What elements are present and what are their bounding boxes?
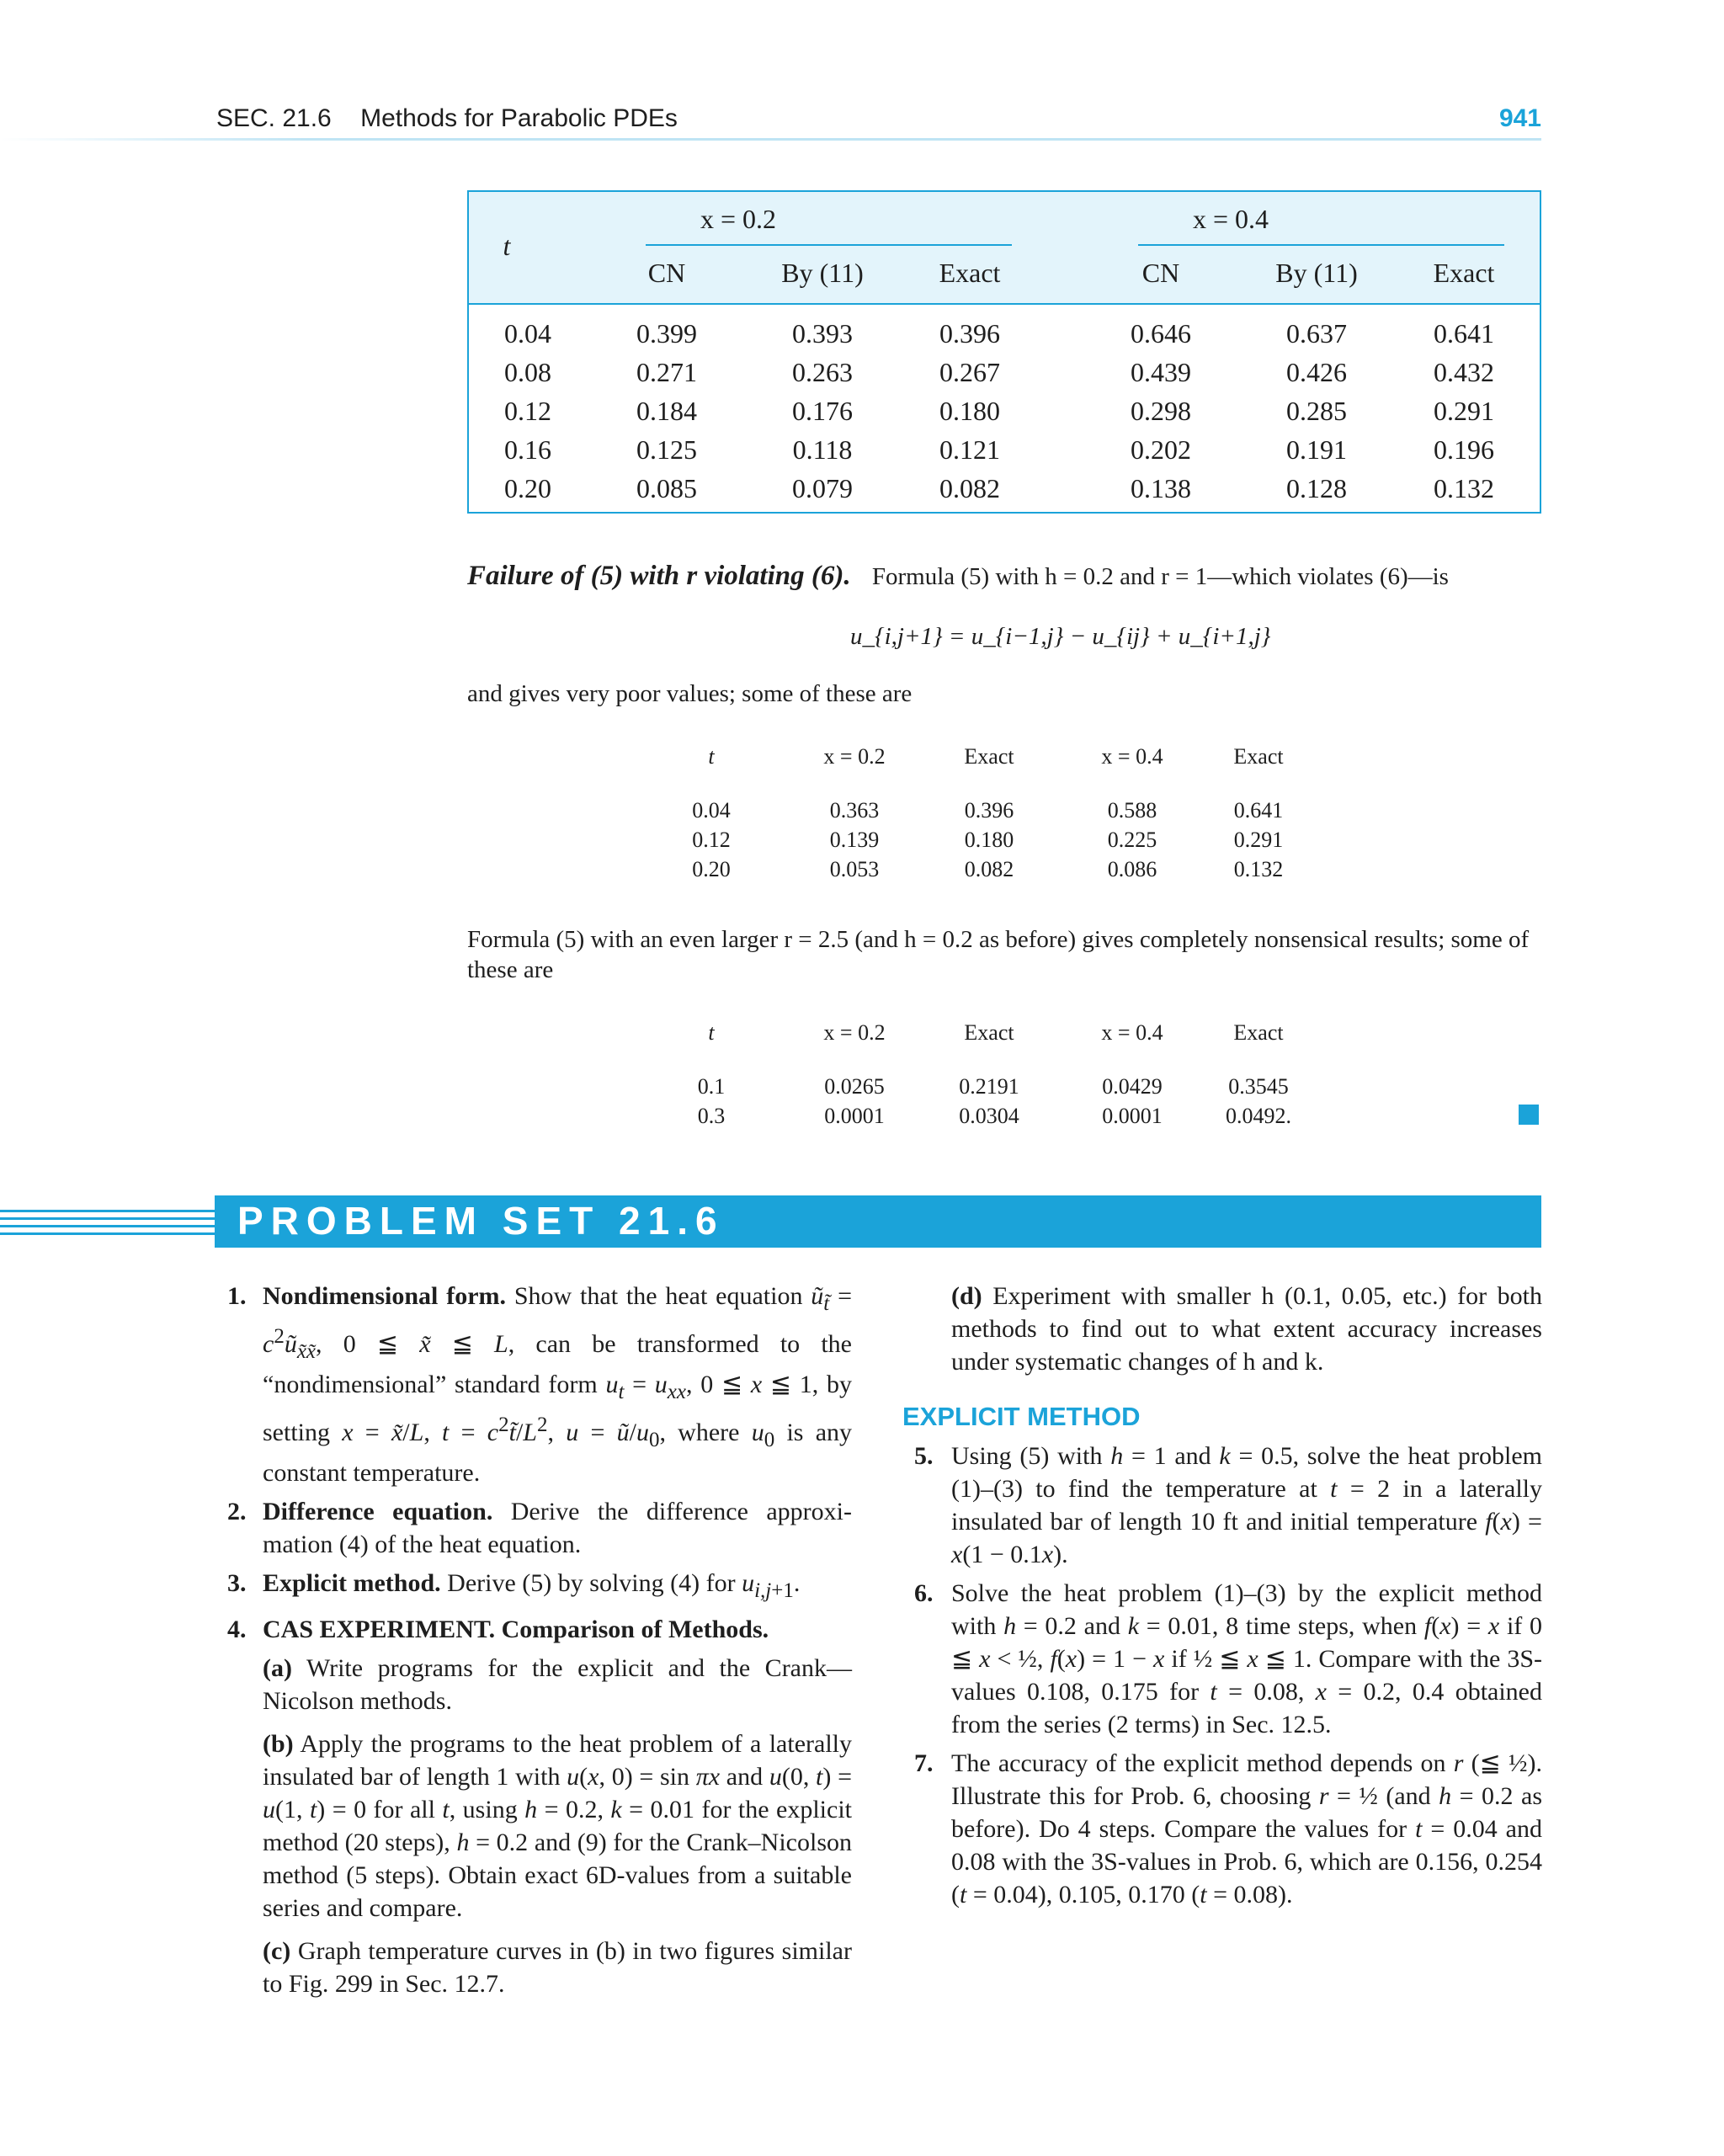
table-cell: 0.439 xyxy=(1131,357,1191,387)
table-cell: 0.085 xyxy=(636,473,697,503)
sub-header: By (11) xyxy=(1275,258,1358,288)
table-cell: 0.180 xyxy=(939,396,1000,426)
table-cell: 0.426 xyxy=(1286,357,1347,387)
small-table-cell: 0.053 xyxy=(829,857,880,881)
table-cell: 0.271 xyxy=(636,357,697,387)
failure-heading: Failure of (5) with r violating (6). xyxy=(467,561,851,591)
small-table-header: Exact xyxy=(964,744,1014,769)
problem-title: CAS EXPERIMENT. Comparison of Methods. xyxy=(263,1616,769,1643)
problem-title: Difference equation. xyxy=(263,1498,493,1525)
sub-header: By (11) xyxy=(781,258,864,288)
problem-number: 7. xyxy=(914,1749,934,1777)
small-table-header: Exact xyxy=(1233,744,1284,769)
para-line: Formula (5) with an even larger r = 2.5 (and h = 0.2 as before) gives completely nonsensical results; some of xyxy=(467,926,1530,953)
problem-number: 4. xyxy=(227,1616,247,1643)
table-cell: 0.125 xyxy=(636,434,697,465)
problem-set-title: PROBLEM SET 21.6 xyxy=(237,1199,725,1243)
small-table-cell: 0.588 xyxy=(1107,798,1157,822)
problem-text: Derive the difference approxi- xyxy=(510,1498,852,1525)
running-header xyxy=(216,104,678,133)
problem-4d: (d) Experiment with smaller h (0.1, 0.05, etc.) for both methods to find out to what extent accuracy increases under systematic changes of h and k. xyxy=(951,1282,1542,1376)
small-table-cell: 0.04 xyxy=(692,798,731,822)
problem-number: 3. xyxy=(227,1569,247,1597)
small-table-cell: 0.086 xyxy=(1107,857,1157,881)
table-cell: 0.298 xyxy=(1131,396,1191,426)
small-table-cell: 0.3545 xyxy=(1228,1074,1289,1099)
table-cell: 0.20 xyxy=(504,473,551,503)
table-cell: 0.16 xyxy=(504,434,551,465)
table-cell: 0.399 xyxy=(636,318,697,349)
small-table-cell: 0.3 xyxy=(697,1104,726,1128)
small-table-cell: 0.0265 xyxy=(824,1074,885,1099)
problem-text: methods to find out to what extent accuracy increases xyxy=(951,1315,1542,1343)
table-cell: 0.285 xyxy=(1286,396,1347,426)
table-cell: 0.646 xyxy=(1131,318,1191,349)
small-table-cell: 0.363 xyxy=(829,798,880,822)
table-cell: 0.079 xyxy=(792,473,853,503)
small-table-header: x = 0.4 xyxy=(1101,744,1163,769)
section-title: Methods for Parabolic PDEs xyxy=(360,104,678,132)
sub-header: CN xyxy=(1141,258,1180,288)
problem-number: 2. xyxy=(227,1498,247,1525)
problem-2 xyxy=(227,1495,852,1561)
table-cell: 0.432 xyxy=(1434,357,1494,387)
table-cell: 0.291 xyxy=(1434,396,1494,426)
small-table-cell: 0.0001 xyxy=(1102,1104,1163,1128)
small-table-cell: 0.641 xyxy=(1233,798,1284,822)
table-cell: 0.132 xyxy=(1434,473,1494,503)
small-table-cell: 0.20 xyxy=(692,857,731,881)
end-of-example-marker xyxy=(1519,1105,1539,1125)
small-table-cell: 0.082 xyxy=(964,857,1014,881)
problem-number: 1. xyxy=(227,1282,247,1310)
table-cell: 0.12 xyxy=(504,396,551,426)
problem-4a: (a) Write programs for the explicit and the Crank— Nicolson methods. xyxy=(263,1654,852,1715)
problem-text: Write programs for the explicit and the Crank— xyxy=(306,1654,852,1682)
header-t: t xyxy=(503,231,511,261)
small-table-cell: 0.2191 xyxy=(959,1074,1019,1099)
problem-1: 1. Nondimensional form. Show that the heat equation $ũ_{t̃}$ = $c^2ũ_{x̃x̃}$, 0 ≦ x̃ ≦ L, can be transformed to the “nondimensional” standard form $u_t = u_{xx}$, 0 ≦ x ≦ 1, by setting x = x̃/L, $t = c^2t̃/L^2$, $u = ũ/u_0$, where $u_0$ is any constant temperature. xyxy=(227,1280,852,1489)
problem-4b: (b) Apply the programs to the heat problem of a laterally insulated bar of length 1 with u(x, 0) = sin πx and u(0, t) = u(1, t) = 0 for all t, using h = 0.2, k = 0.01 for the explicit method (20 steps), h = 0.2 and (9) for the Crank–Nicolson method (5 steps). Obtain exact 6D-values from a suitable series and compare. xyxy=(263,1730,852,1922)
section-number: SEC. 21.6 xyxy=(216,104,332,132)
small-table-header: Exact xyxy=(1233,1020,1284,1045)
sub-header: Exact xyxy=(1433,258,1495,288)
table-cell: 0.04 xyxy=(504,318,551,349)
page-number: 941 xyxy=(1498,104,1541,132)
failure-text: Formula (5) with h = 0.2 and r = 1—which violates (6)—is xyxy=(871,563,1449,590)
problems-right-column xyxy=(902,1280,1542,1911)
sub-header: Exact xyxy=(939,258,1001,288)
problem-6: 6. Solve the heat problem (1)–(3) by the explicit method with h = 0.2 and k = 0.01, 8 time steps, when f(x) = x if 0 ≦ x < ½, f(x) = 1 − x if ½ ≦ x ≦ 1. Compare with the 3S-values 0.108, 0.175 for t = 0.08, x = 0.2, 0.4 obtained from the series (2 terms) in Sec. 12.5. xyxy=(902,1577,1542,1741)
comparison-table xyxy=(467,190,1541,514)
small-table-header: t xyxy=(708,1020,715,1045)
failure-paragraph xyxy=(467,561,1545,592)
small-table-cell: 0.132 xyxy=(1233,857,1284,881)
table-cell: 0.138 xyxy=(1131,473,1191,503)
poor-values-table xyxy=(673,744,1347,896)
nonsense-values-table xyxy=(673,1020,1347,1138)
problem-title: Nondimensional form. xyxy=(263,1282,507,1310)
problem-text: Graph temperature curves in (b) in two figures xyxy=(297,1937,775,1965)
table-cell: 0.637 xyxy=(1286,318,1347,349)
table-cell: 0.082 xyxy=(939,473,1000,503)
group-header-x02: x = 0.2 xyxy=(700,204,777,234)
table-cell: 0.267 xyxy=(939,357,1000,387)
problem-title: Explicit method. xyxy=(263,1569,441,1597)
problem-5: 5. Using (5) with h = 1 and k = 0.5, solve the heat problem (1)–(3) to find the temperature at t = 2 in a laterally insulated bar of length 10 ft and initial temperature f(x) = x(1 − 0.1x). xyxy=(902,1440,1542,1571)
problems-left-column xyxy=(227,1280,852,2000)
group-rule-1 xyxy=(646,244,1012,246)
problem-text: Experiment with smaller h (0.1, 0.05, etc.) for both xyxy=(992,1282,1542,1310)
problem-text: under systematic changes of h and k. xyxy=(951,1348,1324,1376)
problem-number: 6. xyxy=(914,1579,934,1607)
problem-number: 5. xyxy=(914,1442,934,1470)
nonsense-paragraph xyxy=(467,924,1545,985)
small-table-cell: 0.139 xyxy=(829,828,880,852)
table-cell: 0.196 xyxy=(1434,434,1494,465)
small-table-cell: 0.0429 xyxy=(1102,1074,1163,1099)
small-table-cell: 0.0492. xyxy=(1226,1104,1291,1128)
table-cell: 0.263 xyxy=(792,357,853,387)
table-cell: 0.176 xyxy=(792,396,853,426)
small-table-cell: 0.291 xyxy=(1233,828,1284,852)
problem-4 xyxy=(227,1613,852,2000)
problem-text: Nicolson methods. xyxy=(263,1687,452,1715)
failure-equation: u_{i,j+1} = u_{i−1,j} − u_{ij} + u_{i+1,j} xyxy=(850,623,1271,650)
table-cell: 0.202 xyxy=(1131,434,1191,465)
para-line: these are xyxy=(467,956,554,983)
table-cell: 0.191 xyxy=(1286,434,1347,465)
small-table-header: x = 0.2 xyxy=(823,744,886,769)
explicit-method-heading: EXPLICIT METHOD xyxy=(902,1402,1141,1431)
problem-7: 7. The accuracy of the explicit method depends on r (≦ ½). Illustrate this for Prob. 6, choosing r = ½ (and h = 0.2 as before). Do 4 steps. Compare the values for t = 0.04 and 0.08 with the 3S-values in Prob. 6, which are 0.156, 0.254 (t = 0.04), 0.105, 0.170 (t = 0.08). xyxy=(902,1747,1542,1911)
table-cell: 0.393 xyxy=(792,318,853,349)
table-cell: 0.396 xyxy=(939,318,1000,349)
small-table-cell: 0.0001 xyxy=(824,1104,885,1128)
problem-3: 3. Explicit method. Derive (5) by solving (4) for $u_{i,j+1}$. xyxy=(227,1567,852,1607)
failure-after: and gives very poor values; some of these are xyxy=(467,680,913,707)
table-cell: 0.08 xyxy=(504,357,551,387)
sub-header: CN xyxy=(647,258,686,288)
problem-text: similar to Fig. 299 in Sec. 12.7. xyxy=(263,1937,852,1998)
header-rule xyxy=(0,138,1541,141)
small-table-header: x = 0.4 xyxy=(1101,1020,1163,1045)
small-table-cell: 0.396 xyxy=(964,798,1014,822)
table-cell: 0.184 xyxy=(636,396,697,426)
small-table-header: Exact xyxy=(964,1020,1014,1045)
group-header-x04: x = 0.4 xyxy=(1192,204,1269,234)
table-cell: 0.121 xyxy=(939,434,1000,465)
small-table-header: x = 0.2 xyxy=(823,1020,886,1045)
small-table-cell: 0.0304 xyxy=(959,1104,1019,1128)
small-table-header: t xyxy=(708,744,715,769)
table-cell: 0.118 xyxy=(792,434,853,465)
problem-4c: (c) Graph temperature curves in (b) in two figures similar to Fig. 299 in Sec. 12.7. xyxy=(263,1937,852,1998)
group-rule-2 xyxy=(1138,244,1504,246)
small-table-cell: 0.225 xyxy=(1107,828,1157,852)
small-table-cell: 0.12 xyxy=(692,828,731,852)
table-cell: 0.641 xyxy=(1434,318,1494,349)
problem-text: mation (4) of the heat equation. xyxy=(263,1530,582,1558)
table-cell: 0.128 xyxy=(1286,473,1347,503)
small-table-cell: 0.180 xyxy=(964,828,1014,852)
small-table-cell: 0.1 xyxy=(697,1074,726,1099)
